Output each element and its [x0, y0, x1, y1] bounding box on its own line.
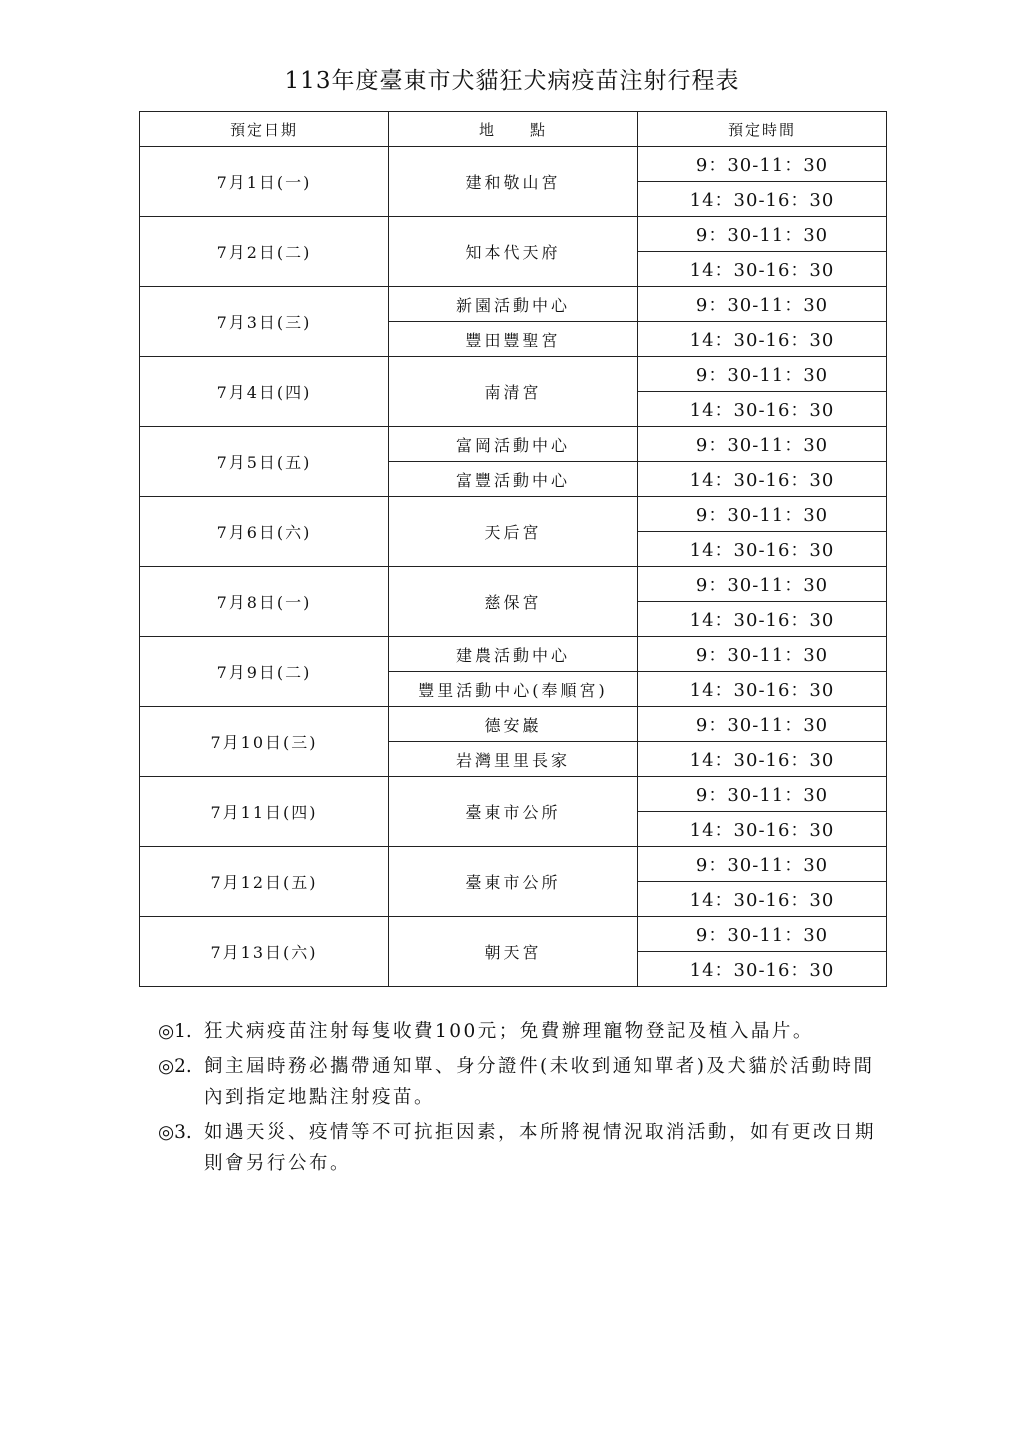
notes-section	[158, 1016, 878, 1183]
time-cell: 14：30-16：30	[638, 952, 887, 987]
schedule-table	[139, 111, 887, 987]
time-cell: 9：30-11：30	[638, 217, 887, 252]
time-cell: 14：30-16：30	[638, 742, 887, 777]
note-text: 狂犬病疫苗注射每隻收費100元；免費辦理寵物登記及植入晶片。	[204, 1021, 814, 1042]
table-row	[140, 357, 887, 392]
time-cell: 9：30-11：30	[638, 287, 887, 322]
location-cell: 建和敬山宮	[389, 147, 638, 217]
date-cell: 7月11日(四)	[140, 777, 389, 847]
time-cell: 14：30-16：30	[638, 462, 887, 497]
location-cell: 慈保宮	[389, 567, 638, 637]
table-row	[140, 497, 887, 532]
note-marker: ◎1.	[158, 1021, 192, 1042]
date-cell: 7月3日(三)	[140, 287, 389, 357]
table-row	[140, 217, 887, 252]
time-cell: 14：30-16：30	[638, 602, 887, 637]
note-item	[158, 1051, 878, 1113]
location-cell: 新園活動中心	[389, 287, 638, 322]
time-cell: 9：30-11：30	[638, 357, 887, 392]
header-date: 預定日期	[140, 112, 389, 147]
table-row	[140, 777, 887, 812]
time-cell: 9：30-11：30	[638, 917, 887, 952]
note-item	[158, 1016, 878, 1047]
time-cell: 9：30-11：30	[638, 847, 887, 882]
time-cell: 14：30-16：30	[638, 882, 887, 917]
page-title: 113年度臺東市犬貓狂犬病疫苗注射行程表	[284, 68, 740, 94]
table-row	[140, 427, 887, 462]
location-cell: 富豐活動中心	[389, 462, 638, 497]
table-row	[140, 847, 887, 882]
date-cell: 7月2日(二)	[140, 217, 389, 287]
time-cell: 9：30-11：30	[638, 637, 887, 672]
date-cell: 7月1日(一)	[140, 147, 389, 217]
date-cell: 7月4日(四)	[140, 357, 389, 427]
time-cell: 14：30-16：30	[638, 322, 887, 357]
location-cell: 德安巖	[389, 707, 638, 742]
date-cell: 7月9日(二)	[140, 637, 389, 707]
table-row	[140, 147, 887, 182]
note-item	[158, 1117, 878, 1179]
date-cell: 7月8日(一)	[140, 567, 389, 637]
time-cell: 14：30-16：30	[638, 812, 887, 847]
time-cell: 14：30-16：30	[638, 672, 887, 707]
table-row	[140, 707, 887, 742]
location-cell: 豐里活動中心(奉順宮)	[389, 672, 638, 707]
location-cell: 建農活動中心	[389, 637, 638, 672]
note-text: 飼主屆時務必攜帶通知單、身分證件(未收到通知單者)及犬貓於活動時間內到指定地點注射疫苗。	[204, 1056, 875, 1108]
time-cell: 14：30-16：30	[638, 182, 887, 217]
time-cell: 9：30-11：30	[638, 777, 887, 812]
note-marker: ◎3.	[158, 1122, 192, 1143]
location-cell: 臺東市公所	[389, 847, 638, 917]
table-row	[140, 917, 887, 952]
header-time: 預定時間	[638, 112, 887, 147]
location-cell: 知本代天府	[389, 217, 638, 287]
date-cell: 7月12日(五)	[140, 847, 389, 917]
note-marker: ◎2.	[158, 1056, 192, 1077]
schedule-body	[140, 147, 887, 987]
header-location: 地 點	[389, 112, 638, 147]
location-cell: 臺東市公所	[389, 777, 638, 847]
time-cell: 14：30-16：30	[638, 252, 887, 287]
location-cell: 富岡活動中心	[389, 427, 638, 462]
date-cell: 7月6日(六)	[140, 497, 389, 567]
date-cell: 7月5日(五)	[140, 427, 389, 497]
table-row	[140, 567, 887, 602]
time-cell: 9：30-11：30	[638, 427, 887, 462]
time-cell: 9：30-11：30	[638, 567, 887, 602]
table-header-row	[140, 112, 887, 147]
note-text: 如遇天災、疫情等不可抗拒因素，本所將視情況取消活動，如有更改日期則會另行公布。	[204, 1122, 877, 1174]
location-cell: 南清宮	[389, 357, 638, 427]
date-cell: 7月13日(六)	[140, 917, 389, 987]
time-cell: 9：30-11：30	[638, 497, 887, 532]
time-cell: 9：30-11：30	[638, 147, 887, 182]
location-cell: 天后宮	[389, 497, 638, 567]
table-row	[140, 637, 887, 672]
location-cell: 岩灣里里長家	[389, 742, 638, 777]
time-cell: 14：30-16：30	[638, 392, 887, 427]
time-cell: 14：30-16：30	[638, 532, 887, 567]
table-row	[140, 287, 887, 322]
location-cell: 朝天宮	[389, 917, 638, 987]
date-cell: 7月10日(三)	[140, 707, 389, 777]
location-cell: 豐田豐聖宮	[389, 322, 638, 357]
time-cell: 9：30-11：30	[638, 707, 887, 742]
